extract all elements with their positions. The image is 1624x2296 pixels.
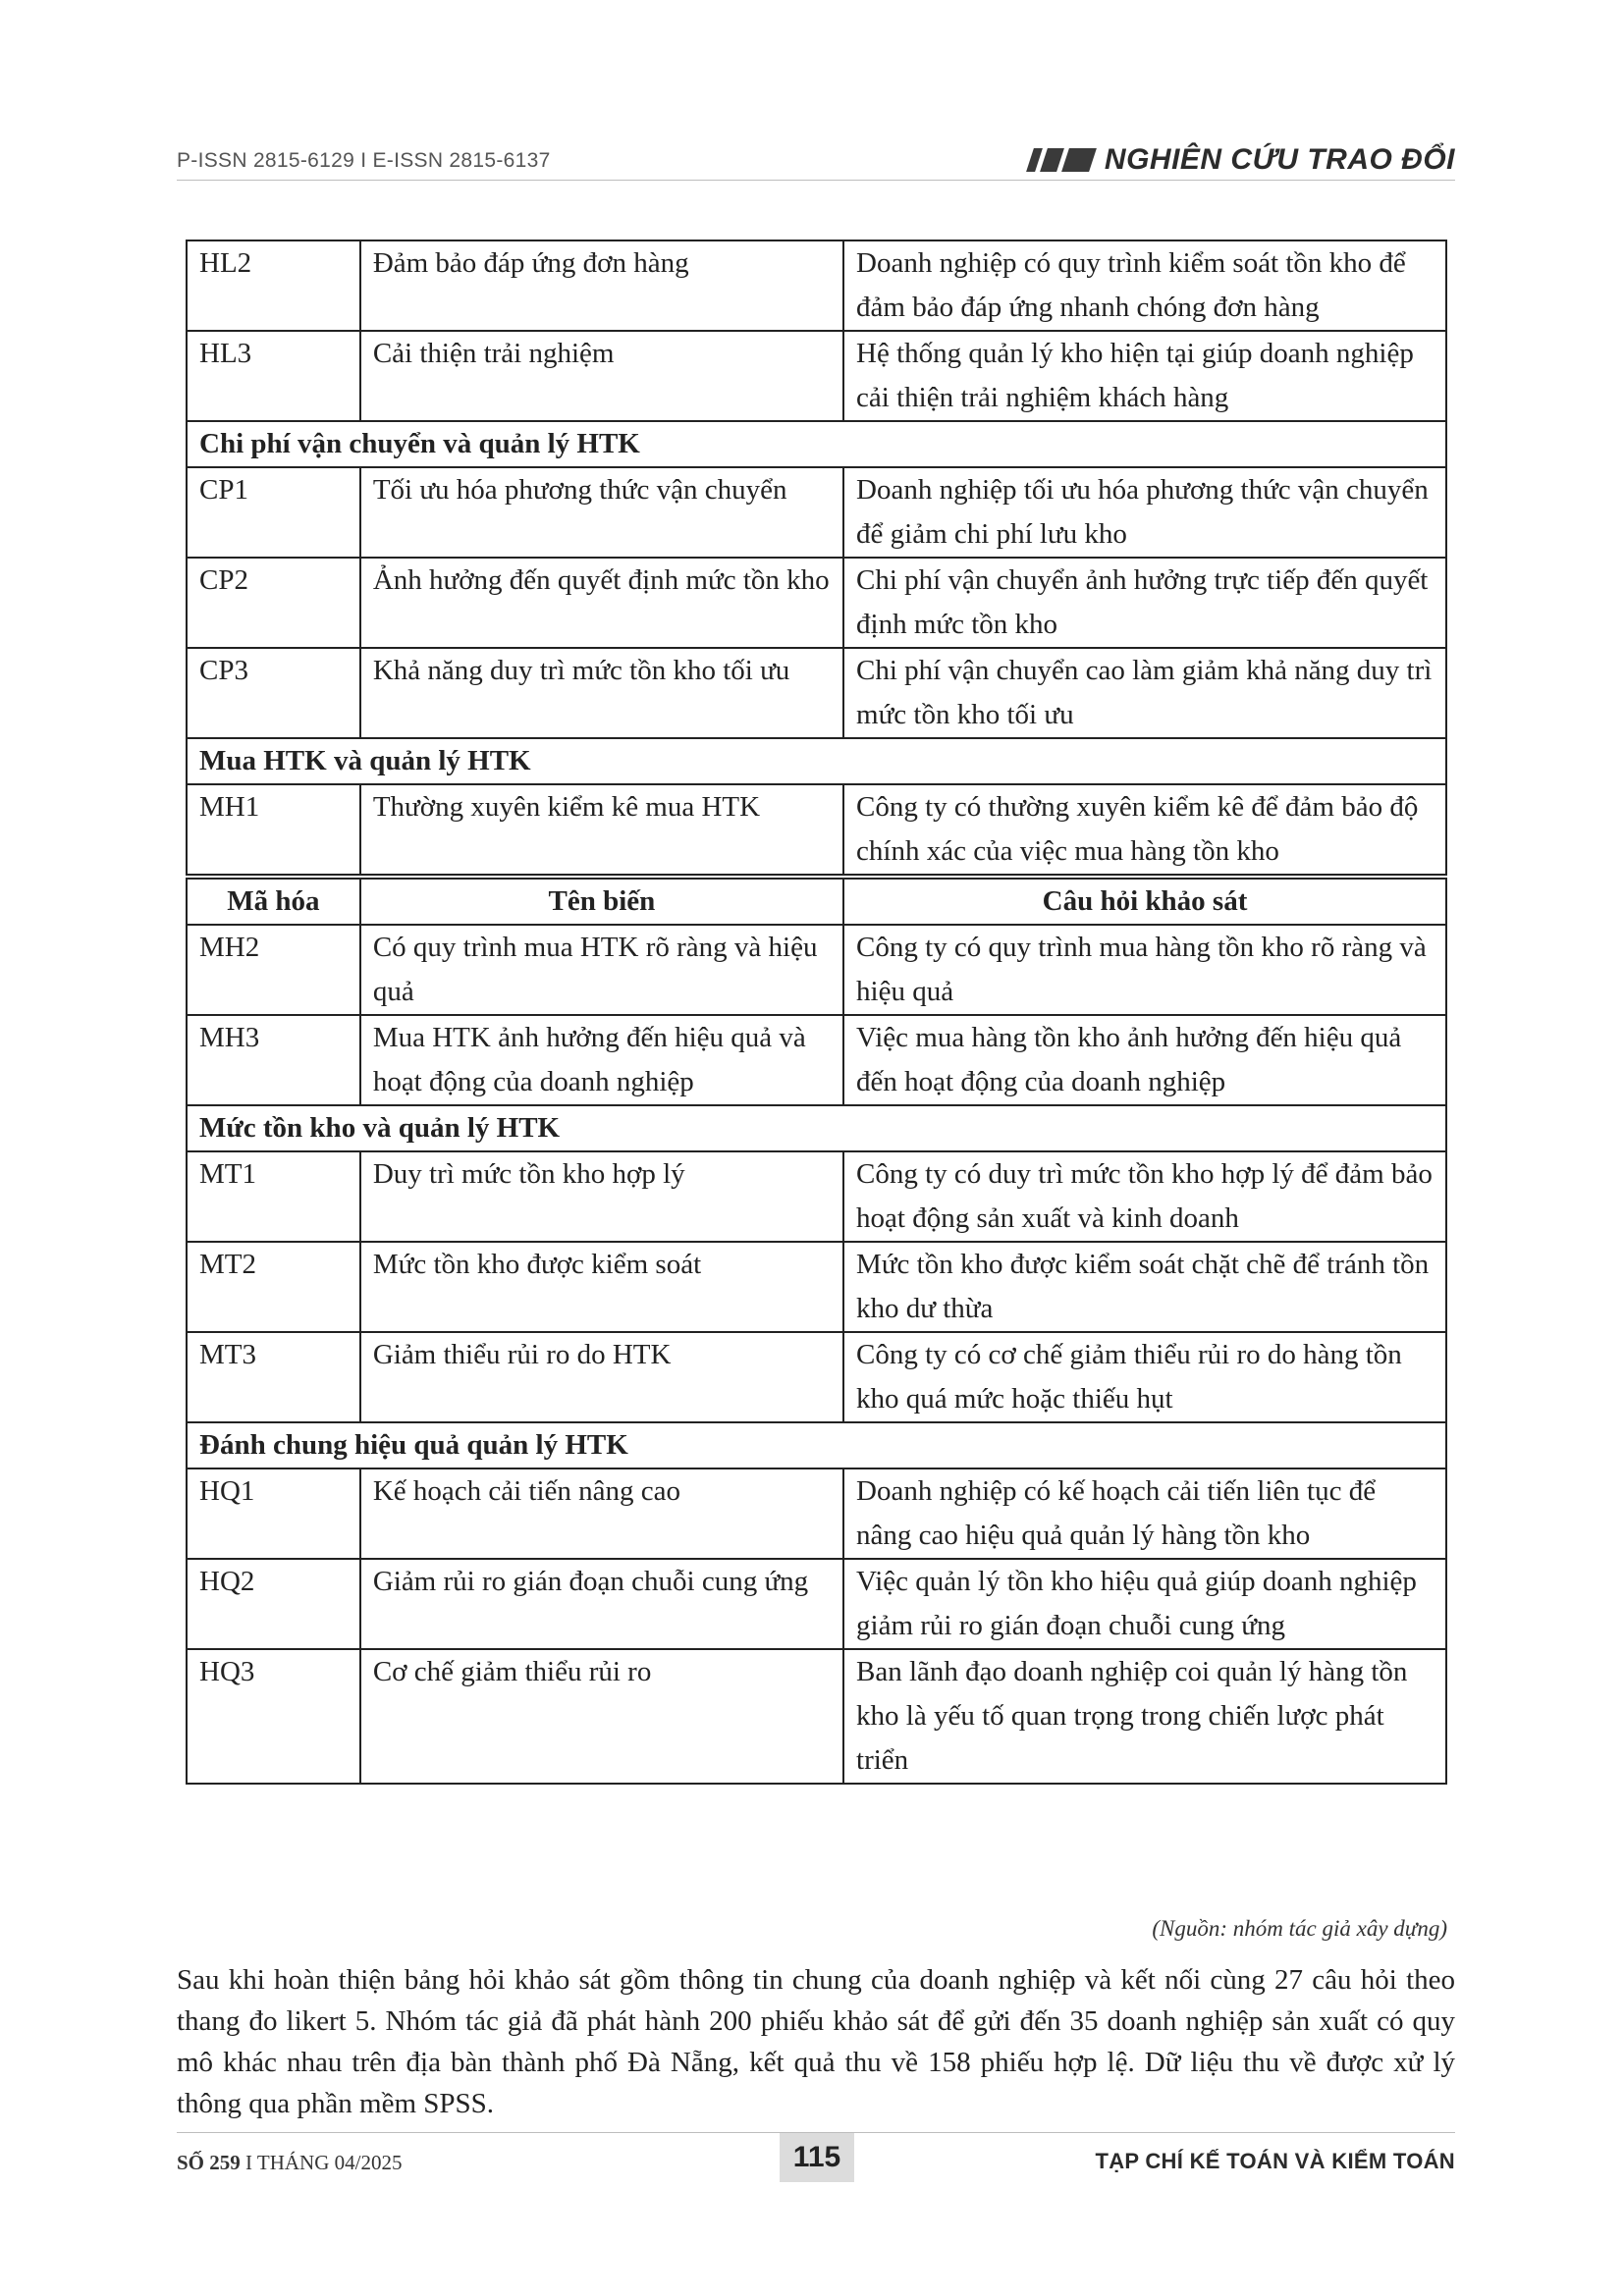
question-cell: Việc mua hàng tồn kho ảnh hưởng đến hiệu quả đến hoạt động của doanh nghiệp <box>843 1015 1446 1105</box>
section-bars-icon <box>1030 148 1093 172</box>
variable-name-cell: Khả năng duy trì mức tồn kho tối ưu <box>360 648 843 738</box>
question-cell: Công ty có cơ chế giảm thiểu rủi ro do hàng tồn kho quá mức hoặc thiếu hụt <box>843 1332 1446 1422</box>
table-row <box>187 1242 1446 1332</box>
group-label: Chi phí vận chuyển và quản lý HTK <box>187 421 1446 467</box>
variable-name-cell: Giảm thiểu rủi ro do HTK <box>360 1332 843 1422</box>
header-divider <box>177 180 1455 181</box>
table-source: (Nguồn: nhóm tác giả xây dựng) <box>1152 1916 1447 1941</box>
code-cell: HL3 <box>187 331 360 421</box>
table-row <box>187 467 1446 558</box>
table-row <box>187 558 1446 648</box>
code-cell: MH1 <box>187 784 360 877</box>
code-cell: HQ2 <box>187 1559 360 1649</box>
table-header-row <box>187 877 1446 925</box>
variable-name-cell: Ảnh hưởng đến quyết định mức tồn kho <box>360 558 843 648</box>
table-row <box>187 1468 1446 1559</box>
group-row <box>187 1105 1446 1151</box>
group-row <box>187 738 1446 784</box>
question-cell: Chi phí vận chuyển cao làm giảm khả năng duy trì mức tồn kho tối ưu <box>843 648 1446 738</box>
survey-table <box>186 240 1447 1785</box>
question-cell: Chi phí vận chuyển ảnh hưởng trực tiếp đến quyết định mức tồn kho <box>843 558 1446 648</box>
question-cell: Việc quản lý tồn kho hiệu quả giúp doanh nghiệp giảm rủi ro gián đoạn chuỗi cung ứng <box>843 1559 1446 1649</box>
variable-name-cell: Tên biến <box>360 877 843 925</box>
group-row <box>187 421 1446 467</box>
variable-name-cell: Cải thiện trải nghiệm <box>360 331 843 421</box>
variable-name-cell: Kế hoạch cải tiến nâng cao <box>360 1468 843 1559</box>
code-cell: CP2 <box>187 558 360 648</box>
question-cell: Công ty có duy trì mức tồn kho hợp lý để đảm bảo hoạt động sản xuất và kinh doanh <box>843 1151 1446 1242</box>
group-label: Mua HTK và quản lý HTK <box>187 738 1446 784</box>
journal-name: TẠP CHÍ KẾ TOÁN VÀ KIỂM TOÁN <box>1095 2149 1455 2173</box>
table-row <box>187 1015 1446 1105</box>
variable-name-cell: Mức tồn kho được kiểm soát <box>360 1242 843 1332</box>
issue-number: SỐ 259 <box>177 2151 241 2174</box>
issn-line: P-ISSN 2815-6129 I E-ISSN 2815-6137 <box>177 149 551 172</box>
table-row <box>187 1151 1446 1242</box>
code-cell: MT3 <box>187 1332 360 1422</box>
variable-name-cell: Tối ưu hóa phương thức vận chuyển <box>360 467 843 558</box>
table-row <box>187 784 1446 877</box>
group-label: Đánh chung hiệu quả quản lý HTK <box>187 1422 1446 1468</box>
table-row <box>187 1332 1446 1422</box>
code-cell: HL2 <box>187 240 360 331</box>
variable-name-cell: Có quy trình mua HTK rõ ràng và hiệu quả <box>360 925 843 1015</box>
question-cell: Doanh nghiệp có quy trình kiểm soát tồn kho để đảm bảo đáp ứng nhanh chóng đơn hàng <box>843 240 1446 331</box>
question-cell: Doanh nghiệp tối ưu hóa phương thức vận chuyển để giảm chi phí lưu kho <box>843 467 1446 558</box>
table-row <box>187 648 1446 738</box>
code-cell: HQ1 <box>187 1468 360 1559</box>
variable-name-cell: Mua HTK ảnh hưởng đến hiệu quả và hoạt động của doanh nghiệp <box>360 1015 843 1105</box>
variable-name-cell: Thường xuyên kiểm kê mua HTK <box>360 784 843 877</box>
body-paragraph: Sau khi hoàn thiện bảng hỏi khảo sát gồm thông tin chung của doanh nghiệp và kết nối cùng 27 câu hỏi theo thang đo likert 5. Nhóm tác giả đã phát hành 200 phiếu khảo sát để gửi đến 35 doanh nghiệp sản xuất có quy mô khác nhau trên địa bàn thành phố Đà Nẵng, kết quả thu về 158 phiếu hợp lệ. Dữ liệu thu về được xử lý thông qua phần mềm SPSS. <box>177 1964 1455 2119</box>
question-cell: Công ty có thường xuyên kiểm kê để đảm bảo độ chính xác của việc mua hàng tồn kho <box>843 784 1446 877</box>
variable-name-cell: Duy trì mức tồn kho hợp lý <box>360 1151 843 1242</box>
section-title: NGHIÊN CỨU TRAO ĐỔI <box>1104 143 1455 176</box>
question-cell: Câu hỏi khảo sát <box>843 877 1446 925</box>
table-row <box>187 1559 1446 1649</box>
code-cell: MT2 <box>187 1242 360 1332</box>
question-cell: Hệ thống quản lý kho hiện tại giúp doanh nghiệp cải thiện trải nghiệm khách hàng <box>843 331 1446 421</box>
code-cell: MH2 <box>187 925 360 1015</box>
section-header <box>1030 143 1455 177</box>
footer-issue <box>177 2151 402 2175</box>
table-row <box>187 925 1446 1015</box>
table-row <box>187 240 1446 331</box>
question-cell: Ban lãnh đạo doanh nghiệp coi quản lý hàng tồn kho là yếu tố quan trọng trong chiến lược phát triển <box>843 1649 1446 1784</box>
code-cell: CP3 <box>187 648 360 738</box>
code-cell: CP1 <box>187 467 360 558</box>
table-row <box>187 1649 1446 1784</box>
code-cell: HQ3 <box>187 1649 360 1784</box>
variable-name-cell: Đảm bảo đáp ứng đơn hàng <box>360 240 843 331</box>
group-label: Mức tồn kho và quản lý HTK <box>187 1105 1446 1151</box>
code-cell: MH3 <box>187 1015 360 1105</box>
question-cell: Mức tồn kho được kiểm soát chặt chẽ để tránh tồn kho dư thừa <box>843 1242 1446 1332</box>
issue-month: I THÁNG 04/2025 <box>245 2151 403 2174</box>
variable-name-cell: Cơ chế giảm thiểu rủi ro <box>360 1649 843 1784</box>
group-row <box>187 1422 1446 1468</box>
table-row <box>187 331 1446 421</box>
code-cell: Mã hóa <box>187 877 360 925</box>
variable-name-cell: Giảm rủi ro gián đoạn chuỗi cung ứng <box>360 1559 843 1649</box>
page-number: 115 <box>780 2133 854 2182</box>
question-cell: Doanh nghiệp có kế hoạch cải tiến liên tục để nâng cao hiệu quả quản lý hàng tồn kho <box>843 1468 1446 1559</box>
code-cell: MT1 <box>187 1151 360 1242</box>
question-cell: Công ty có quy trình mua hàng tồn kho rõ ràng và hiệu quả <box>843 925 1446 1015</box>
